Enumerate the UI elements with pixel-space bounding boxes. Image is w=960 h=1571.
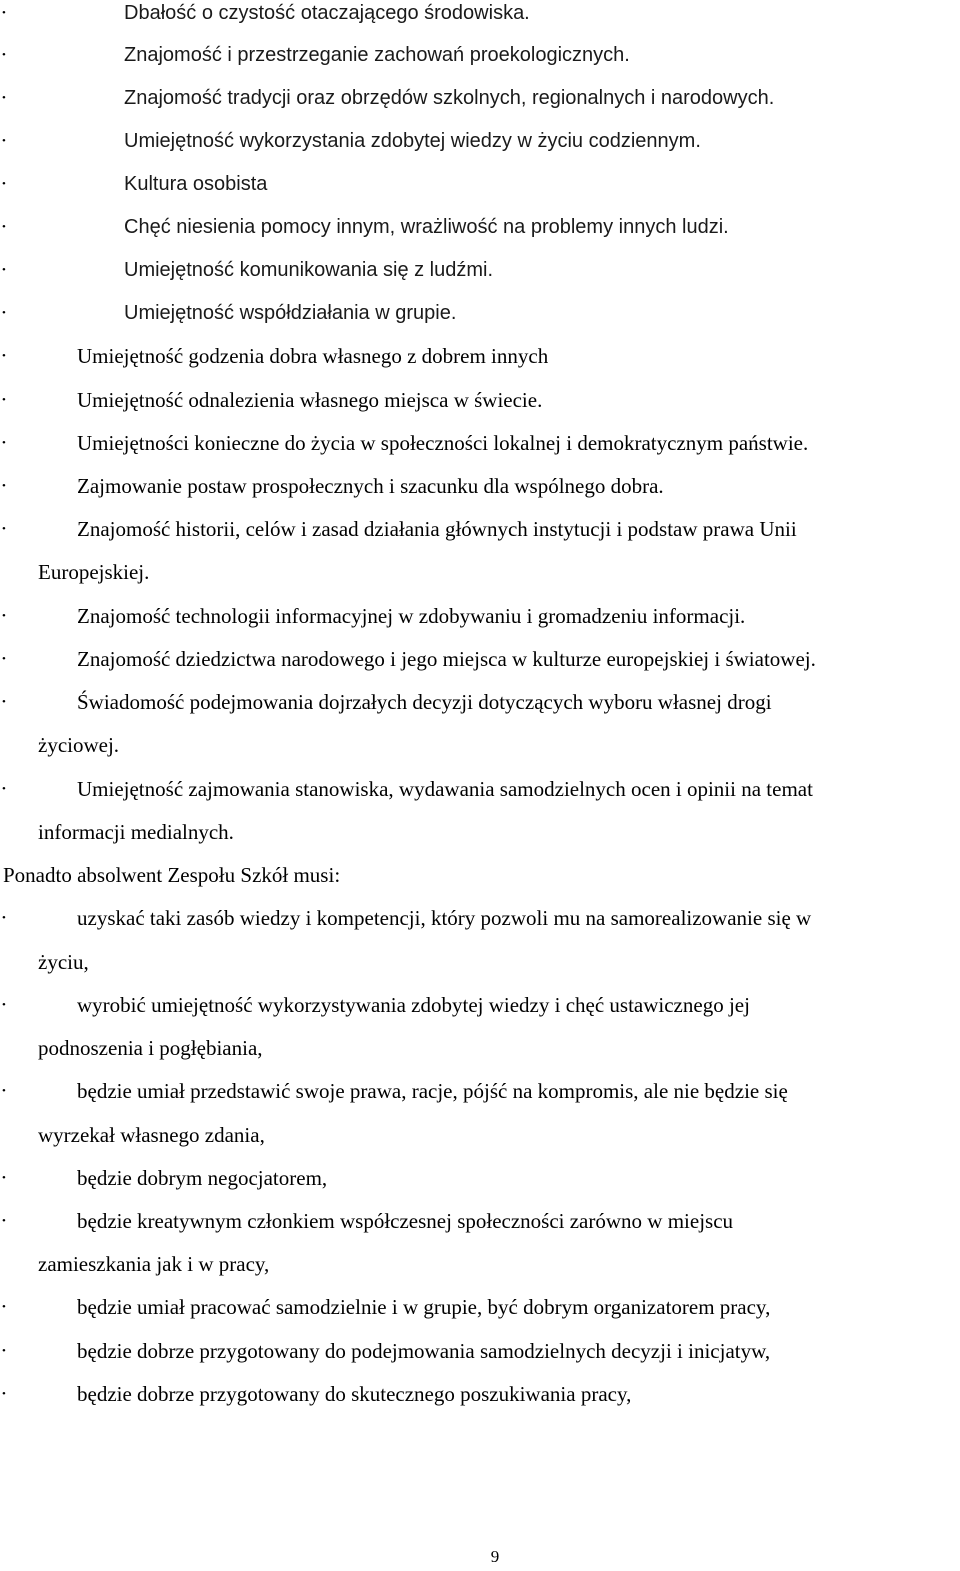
list-item-text: Świadomość podejmowania dojrzałych decyzji dotyczących wyboru własnej drogi <box>77 690 772 714</box>
list-item <box>0 1379 960 1409</box>
bullet: • <box>2 394 6 406</box>
bullet: • <box>2 437 6 449</box>
list-item-text: będzie dobrym negocjatorem, <box>77 1166 328 1190</box>
list-item-text: Znajomość tradycji oraz obrzędów szkolnych, regionalnych i narodowych. <box>124 87 775 109</box>
list-item-text: wyrzekał własnego zdania, <box>38 1123 265 1147</box>
list-item-text: informacji medialnych. <box>38 820 234 844</box>
list-item-text: uzyskać taki zasób wiedzy i kompetencji, który pozwoli mu na samorealizowanie się w <box>77 906 812 930</box>
list-item-text: Znajomość technologii informacyjnej w zdobywaniu i gromadzeniu informacji. <box>77 604 746 628</box>
list-item <box>0 687 960 717</box>
list-item <box>0 1163 960 1193</box>
list-item-continuation <box>0 730 960 760</box>
list-item <box>0 0 960 28</box>
bullet: • <box>2 696 6 708</box>
list-item <box>0 255 960 285</box>
bullet: • <box>2 1215 6 1227</box>
list-item-text: Umiejętność godzenia dobra własnego z dobrem innych <box>77 344 549 368</box>
bullet: • <box>2 1085 6 1097</box>
list-item <box>0 83 960 113</box>
list-item-text: wyrobić umiejętność wykorzystywania zdobytej wiedzy i chęć ustawicznego jej <box>77 993 750 1017</box>
list-item <box>0 298 960 328</box>
list-item-continuation <box>0 557 960 587</box>
list-item-continuation <box>0 1033 960 1063</box>
list-item-text: będzie kreatywnym członkiem współczesnej społeczności zarówno w miejscu <box>77 1209 734 1233</box>
list-item-text: Znajomość historii, celów i zasad działania głównych instytucji i podstaw prawa Unii <box>77 517 797 541</box>
bullet: • <box>2 523 6 535</box>
bullet: • <box>2 653 6 665</box>
list-item <box>0 40 960 70</box>
bullet: • <box>2 1345 6 1357</box>
list-item-text: Europejskiej. <box>38 560 150 584</box>
list-item <box>0 1292 960 1322</box>
list-item-text: Dbałość o czystość otaczającego środowiska. <box>124 2 530 24</box>
list-item <box>0 601 960 631</box>
list-item-text: zamieszkania jak i w pracy, <box>38 1252 270 1276</box>
bullet: • <box>2 912 6 924</box>
bullet: • <box>2 178 6 190</box>
bullet: • <box>2 1388 6 1400</box>
list-item-text: Znajomość i przestrzeganie zachowań proekologicznych. <box>124 44 630 66</box>
list-item-text: Chęć niesienia pomocy innym, wrażliwość na problemy innych ludzi. <box>124 216 729 238</box>
list-item <box>0 341 960 371</box>
list-item <box>0 212 960 242</box>
bullet: • <box>2 480 6 492</box>
list-item-text: Kultura osobista <box>124 173 268 195</box>
list-item-text: będzie dobrze przygotowany do skutecznego poszukiwania pracy, <box>77 1382 632 1406</box>
page-number: 9 <box>490 1547 500 1566</box>
list-item-text: Znajomość dziedzictwa narodowego i jego miejsca w kulturze europejskiej i światowej. <box>77 647 816 671</box>
bullet: • <box>2 999 6 1011</box>
list-item-text: Umiejętność zajmowania stanowiska, wydawania samodzielnych ocen i opinii na temat <box>77 777 813 801</box>
list-item <box>0 385 960 415</box>
list-item-text: życiowej. <box>38 733 120 757</box>
list-item <box>0 990 960 1020</box>
list-item <box>0 169 960 199</box>
list-item-text: będzie umiał przedstawić swoje prawa, racje, pójść na kompromis, ale nie będzie się <box>77 1079 788 1103</box>
bullet: • <box>2 307 6 319</box>
list-item <box>0 774 960 804</box>
list-item-text: Umiejętność komunikowania się z ludźmi. <box>124 259 494 281</box>
list-item-continuation <box>0 947 960 977</box>
list-item <box>0 644 960 674</box>
intro-text: Ponadto absolwent Zespołu Szkół musi: <box>3 863 341 887</box>
list-item-continuation <box>0 817 960 847</box>
list-item-text: Umiejętność odnalezienia własnego miejsca w świecie. <box>77 388 543 412</box>
list-item <box>0 1206 960 1236</box>
bullet: • <box>2 350 6 362</box>
list-item-continuation <box>0 1249 960 1279</box>
intro-paragraph <box>0 860 960 890</box>
bullet: • <box>2 783 6 795</box>
bullet: • <box>2 49 6 61</box>
list-item <box>0 903 960 933</box>
bullet: • <box>2 92 6 104</box>
list-item-text: Umiejętności konieczne do życia w społeczności lokalnej i demokratycznym państwie. <box>77 431 809 455</box>
list-item-continuation <box>0 1120 960 1150</box>
bullet: • <box>2 1301 6 1313</box>
bullet: • <box>2 221 6 233</box>
list-item-text: życiu, <box>38 950 89 974</box>
list-item <box>0 126 960 156</box>
list-item <box>0 1336 960 1366</box>
bullet: • <box>2 610 6 622</box>
bullet: • <box>2 7 6 19</box>
list-item-text: będzie dobrze przygotowany do podejmowania samodzielnych decyzji i inicjatyw, <box>77 1339 771 1363</box>
bullet: • <box>2 264 6 276</box>
bullet: • <box>2 135 6 147</box>
list-item <box>0 1076 960 1106</box>
list-item-text: Umiejętność współdziałania w grupie. <box>124 302 457 324</box>
list-item-text: będzie umiał pracować samodzielnie i w grupie, być dobrym organizatorem pracy, <box>77 1295 771 1319</box>
list-item <box>0 428 960 458</box>
list-item <box>0 471 960 501</box>
list-item-text: Zajmowanie postaw prospołecznych i szacunku dla wspólnego dobra. <box>77 474 664 498</box>
list-item <box>0 514 960 544</box>
bullet: • <box>2 1172 6 1184</box>
list-item-text: Umiejętność wykorzystania zdobytej wiedzy w życiu codziennym. <box>124 130 701 152</box>
list-item-text: podnoszenia i pogłębiania, <box>38 1036 263 1060</box>
